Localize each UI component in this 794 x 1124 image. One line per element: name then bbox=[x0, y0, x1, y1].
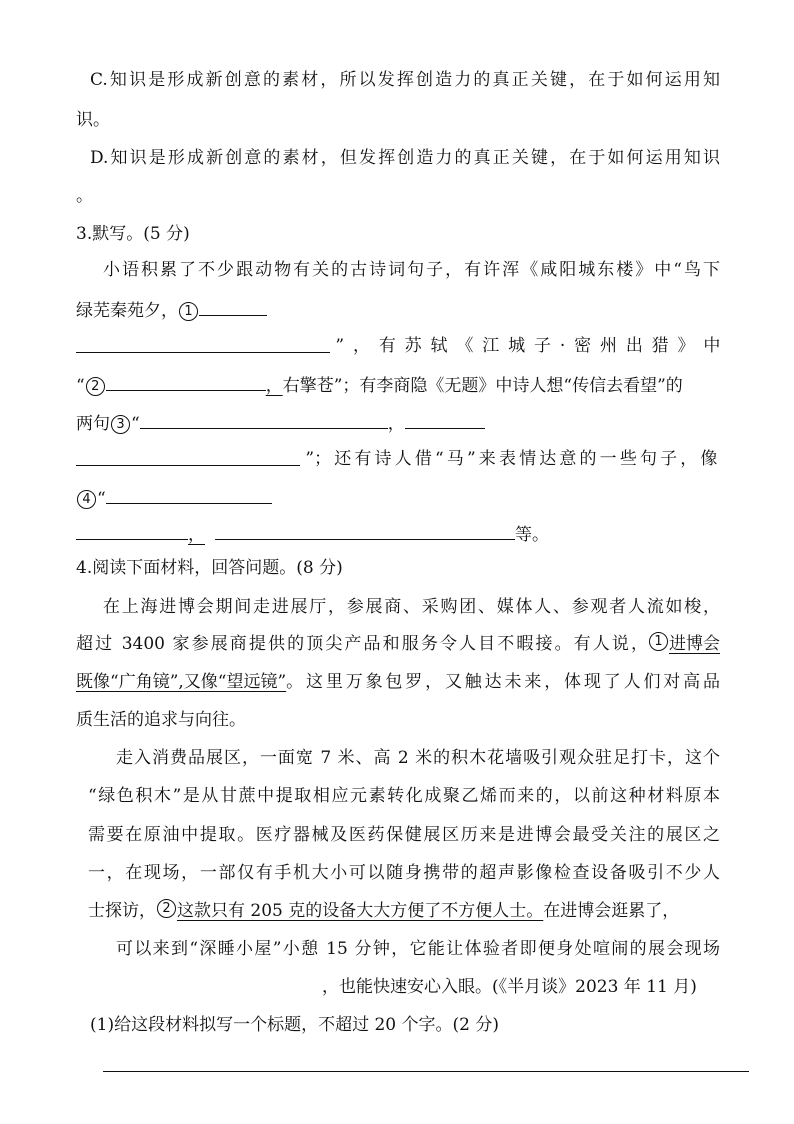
q3-line-1: 小语积累了不少跟动物有关的古诗词句子，有许浑《咸阳城东楼》中“鸟下 bbox=[103, 260, 720, 280]
q4-p1-line-4: 质生活的追求与向往。 bbox=[76, 710, 246, 730]
q3-line-3 bbox=[76, 334, 720, 358]
q3-line-5-quote: “ bbox=[131, 414, 140, 434]
answer-blank-4c[interactable] bbox=[215, 521, 515, 540]
q3-line-2 bbox=[76, 297, 267, 321]
circled-number-3: 3 bbox=[111, 415, 130, 434]
q4-p2-line-3: 需要在原油中提取。医疗器械及医药保健展区历来是进博会最受关注的展区之 bbox=[88, 825, 720, 845]
q3-line-5-comma: ， bbox=[387, 414, 405, 434]
answer-blank-4a[interactable] bbox=[106, 485, 272, 504]
q3-line-3-text: ”，有苏轼《江城子·密州出猎》中 bbox=[335, 336, 721, 356]
q3-line-8 bbox=[76, 521, 549, 545]
q4-p1-line-2-text: 超过 3400 家参展商提供的顶尖产品和服务令人目不暇接。有人说， bbox=[76, 634, 648, 654]
q3-line-4-text: 右擎苍”；有李商隐《无题》中诗人想“传信去看望”的 bbox=[282, 376, 683, 396]
q4-p2-line-5-post: 在进博会逛累了， bbox=[543, 901, 680, 921]
q4-p1-line-1: 在上海进博会期间走进展厅，参展商、采购团、媒体人、参观者人流如梭， bbox=[103, 597, 720, 617]
q4-p2-line-2: “绿色积木”是从甘蔗中提取相应元素转化成聚乙烯而来的，以前这种材料原本 bbox=[88, 786, 720, 806]
answer-blank-2[interactable] bbox=[106, 372, 266, 391]
q4-p1-line-3 bbox=[76, 670, 720, 694]
q4-subquestion-1: (1)给这段材料拟写一个标题，不超过 20 个字。(2 分) bbox=[90, 1015, 500, 1035]
q4-p2-line-1: 走入消费品展区，一面宽 7 米、高 2 米的积木花墙吸引观众驻足打卡，这个 bbox=[116, 748, 720, 768]
answer-line[interactable] bbox=[103, 1071, 749, 1072]
q4-underlined-sentence-1b: 既像“广角镜”,又像“望远镜” bbox=[76, 672, 287, 692]
q4-underlined-sentence-2: 这款只有 205 克的设备大大方便了不方便人士。 bbox=[177, 901, 544, 921]
answer-blank-1b[interactable] bbox=[76, 334, 330, 353]
q3-line-7-quote: “ bbox=[97, 489, 106, 509]
answer-blank-3c[interactable] bbox=[76, 447, 300, 466]
q4-p2-line-4: 一，在现场，一部仅有手机大小可以随身携带的超声影像检查设备吸引不少人 bbox=[88, 863, 720, 883]
option-c-line-1: C.知识是形成新创意的素材，所以发挥创造力的真正关键，在于如何运用知 bbox=[90, 70, 720, 90]
q3-line-4 bbox=[76, 372, 720, 396]
answer-blank-3a[interactable] bbox=[140, 410, 388, 429]
q4-p1-line-2 bbox=[76, 632, 720, 656]
q3-line-5 bbox=[76, 410, 485, 434]
circled-number-2: 2 bbox=[86, 377, 105, 396]
q3-line-5-text: 两句 bbox=[76, 414, 110, 434]
option-c-line-2: 识。 bbox=[76, 110, 110, 130]
circled-number-4: 4 bbox=[77, 490, 96, 509]
q3-line-8-comma: ， bbox=[188, 525, 205, 545]
answer-blank-3b[interactable] bbox=[405, 410, 485, 429]
question-3-title: 3.默写。(5 分) bbox=[76, 224, 190, 244]
q4-p2-line-6: 可以来到“深睡小屋”小憩 15 分钟，它能让体验者即便身处喧闹的展会现场 bbox=[116, 939, 720, 959]
q3-line-8-end: 等。 bbox=[515, 525, 549, 545]
option-d-line-1: D.知识是形成新创意的素材，但发挥创造力的真正关键，在于如何运用知识 bbox=[90, 148, 720, 168]
q3-line-4-quote: “ bbox=[76, 376, 85, 396]
q3-line-6-text: ”；还有诗人借“马”来表情达意的一些句子，像 bbox=[305, 449, 718, 469]
answer-blank-1a[interactable] bbox=[199, 297, 267, 316]
answer-blank-4b[interactable] bbox=[76, 521, 188, 540]
q4-underlined-sentence-1a: 进博会 bbox=[669, 634, 720, 654]
circled-number-q4-2: 2 bbox=[157, 899, 176, 918]
q4-p2-line-5 bbox=[88, 899, 708, 923]
circled-number-1: 1 bbox=[179, 302, 198, 321]
q4-p1-line-3-text: 。这里万象包罗，又触达未来，体现了人们对高品 bbox=[286, 672, 720, 692]
q3-line-7 bbox=[76, 485, 272, 509]
q3-line-4-comma: ， bbox=[265, 376, 283, 396]
question-4-title: 4.阅读下面材料，回答问题。(8 分) bbox=[76, 558, 343, 578]
q3-line-6 bbox=[76, 447, 720, 471]
q3-line-2-text: 绿芜秦苑夕， bbox=[76, 301, 178, 321]
option-d-line-2: 。 bbox=[76, 186, 93, 206]
q4-p2-line-7: ，也能快速安心入眼。(《半月谈》2023 年 11 月) bbox=[322, 977, 697, 997]
circled-number-q4-1: 1 bbox=[649, 632, 668, 651]
q4-p2-line-5-text: 士探访， bbox=[88, 901, 156, 921]
